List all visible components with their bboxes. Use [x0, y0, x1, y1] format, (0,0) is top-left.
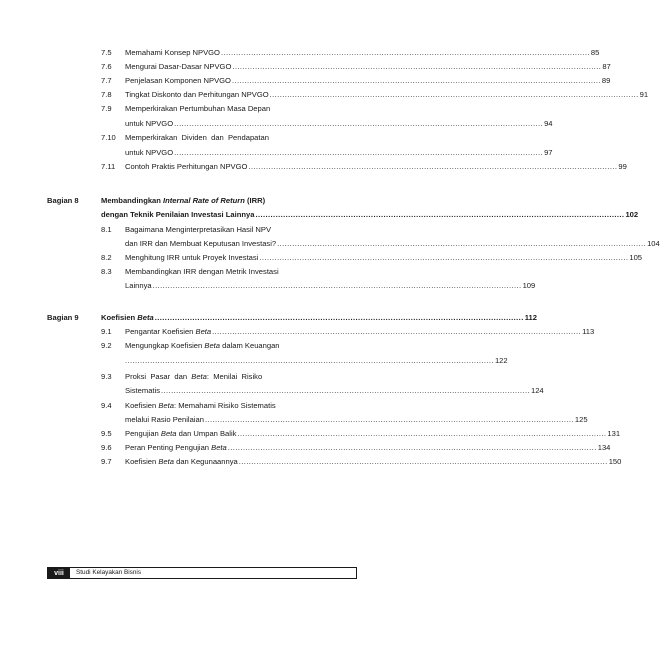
dot-leader: ................................................................................................................................................... — [174, 148, 544, 157]
entry-number: 9.3 — [101, 372, 112, 381]
entry-number: 8.3 — [101, 267, 112, 276]
dot-leader: ................................................................................................................................................... — [154, 313, 524, 322]
entry-title-italic: Beta — [191, 372, 207, 381]
entry-number: 9.5 — [101, 429, 112, 438]
entry-page: 150 — [608, 457, 622, 466]
entry-title: untuk NPVGO — [125, 119, 174, 128]
entry-title: Pengantar Koefisien — [125, 327, 196, 336]
toc-entry — [101, 225, 357, 235]
dot-leader: ................................................................................................................................................... — [174, 119, 544, 128]
toc-entry — [101, 443, 611, 453]
entry-number: 7.9 — [101, 104, 112, 113]
dot-leader: ................................................................................................................................................... — [204, 415, 574, 424]
entry-number: 9.4 — [101, 401, 112, 410]
dot-leader: ................................................................................................................................................... — [231, 76, 601, 85]
entry-page: 131 — [607, 429, 621, 438]
dot-leader: ................................................................................................................................................... — [161, 386, 530, 395]
entry-page: 97 — [544, 148, 553, 157]
entry-page: 94 — [544, 119, 553, 128]
toc-entry-continuation — [125, 386, 544, 396]
entry-title-italic: Beta — [158, 401, 174, 410]
entry-title: Koefisien — [125, 457, 159, 466]
footer-page-number: viii — [48, 568, 70, 578]
entry-title: Tingkat Diskonto dan Perhitungan NPVGO — [125, 90, 269, 99]
entry-page: 91 — [639, 90, 649, 99]
toc-entry — [101, 133, 357, 143]
entry-page: 134 — [597, 443, 611, 452]
entry-title: : Memahami Risiko Sistematis — [173, 401, 276, 410]
entry-title: dan IRR dan Membuat Keputusan Investasi? — [125, 239, 277, 248]
entry-number: 9.2 — [101, 341, 112, 350]
entry-title: : Menilai Risiko — [206, 372, 263, 381]
entry-title: Proksi Pasar dan — [125, 372, 192, 381]
entry-number: 9.6 — [101, 443, 112, 452]
part-title-text: dengan Teknik Penilaian Investasi Lainnya — [101, 210, 255, 219]
entry-number: 7.5 — [101, 48, 112, 57]
part-label: Bagian 9 — [47, 313, 79, 322]
dot-leader: ................................................................................................................................................... — [220, 48, 590, 57]
part-page: 112 — [524, 313, 537, 322]
entry-page: 124 — [530, 386, 544, 395]
entry-title: untuk NPVGO — [125, 148, 174, 157]
entry-title: Mengurai Dasar-Dasar NPVGO — [125, 62, 232, 71]
dot-leader: ................................................................................................................................................... — [152, 281, 522, 290]
part-title-text: Membandingkan — [101, 196, 164, 205]
part-title-italic: Beta — [137, 313, 154, 322]
toc-entry-continuation — [125, 281, 536, 291]
part-title — [101, 313, 537, 323]
entry-number: 7.8 — [101, 90, 112, 99]
entry-title: Memperkirakan Dividen dan Pendapatan — [125, 133, 269, 142]
entry-number: 7.7 — [101, 76, 112, 85]
dot-leader: ................................................................................................................................................... — [255, 210, 625, 219]
dot-leader: ................................................................................................................................................... — [237, 429, 607, 438]
dot-leader: ................................................................................................................................................... — [269, 90, 639, 99]
toc-entry-continuation — [125, 415, 588, 425]
entry-number: 9.1 — [101, 327, 112, 336]
part-title-text: (IRR) — [244, 196, 266, 205]
entry-title: Contoh Praktis Perhitungan NPVGO — [125, 162, 248, 171]
dot-leader: ................................................................................................................................................... — [125, 356, 494, 365]
dot-leader: ................................................................................................................................................... — [238, 457, 608, 466]
entry-title: Pengujian — [125, 429, 161, 438]
dot-leader: ................................................................................................................................................... — [227, 443, 597, 452]
part-title-italic: Internal Rate of Return — [163, 196, 245, 205]
entry-page: 105 — [629, 253, 643, 262]
toc-entry — [101, 341, 357, 351]
entry-title: Koefisien — [125, 401, 159, 410]
entry-title: dalam Keuangan — [220, 341, 280, 350]
part-page: 102 — [625, 210, 639, 219]
entry-number: 8.1 — [101, 225, 112, 234]
dot-leader: ................................................................................................................................................... — [277, 239, 647, 248]
toc-entry-continuation — [125, 148, 553, 158]
entry-page: 125 — [574, 415, 588, 424]
dot-leader: ................................................................................................................................................... — [248, 162, 618, 171]
dot-leader: ................................................................................................................................................... — [259, 253, 629, 262]
toc-entry — [101, 253, 643, 263]
entry-title-italic: Beta — [195, 327, 212, 336]
toc-entry — [101, 90, 649, 100]
toc-entry-continuation — [125, 119, 553, 129]
entry-title: dan Kegunaannya — [173, 457, 238, 466]
entry-page: 87 — [602, 62, 611, 71]
entry-page: 99 — [618, 162, 627, 171]
toc-entry — [101, 267, 357, 277]
entry-number: 7.11 — [101, 162, 116, 171]
page-footer — [47, 567, 357, 579]
entry-title: Lainnya — [125, 281, 152, 290]
entry-number: 8.2 — [101, 253, 112, 262]
entry-page: 109 — [522, 281, 536, 290]
dot-leader: ................................................................................................................................................... — [232, 62, 602, 71]
toc-entry — [101, 429, 621, 439]
toc-entry — [101, 104, 357, 114]
toc-entry — [101, 372, 357, 382]
entry-title: Memperkirakan Pertumbuhan Masa Depan — [125, 104, 271, 113]
part-title — [101, 196, 357, 206]
entry-title-italic: Beta — [160, 429, 177, 438]
entry-title: Penjelasan Komponen NPVGO — [125, 76, 231, 85]
entry-number: 9.7 — [101, 457, 112, 466]
entry-title: dan Umpan Balik — [176, 429, 237, 438]
toc-entry — [101, 401, 357, 411]
toc-entry-continuation — [125, 356, 508, 366]
toc-entry — [101, 62, 611, 72]
entry-page: 85 — [590, 48, 600, 57]
entry-number: 7.10 — [101, 133, 116, 142]
toc-entry — [101, 162, 627, 172]
entry-page: 113 — [582, 327, 595, 336]
part-label: Bagian 8 — [47, 196, 79, 205]
entry-title: Menghitung IRR untuk Proyek Investasi — [125, 253, 259, 262]
entry-title: Sistematis — [125, 386, 161, 395]
part-title-continuation — [101, 210, 639, 220]
entry-title: Memahami Konsep NPVGO — [125, 48, 220, 57]
entry-title: Membandingkan IRR dengan Metrik Investasi — [125, 267, 279, 276]
toc-entry-continuation — [125, 239, 660, 249]
part-title-text: Koefisien — [101, 313, 138, 322]
entry-page: 104 — [647, 239, 660, 248]
footer-book-title: Studi Kelayakan Bisnis — [76, 569, 142, 576]
toc-entry — [101, 48, 600, 58]
entry-title: melalui Rasio Penilaian — [125, 415, 204, 424]
toc-entry — [101, 457, 622, 467]
entry-title-italic: Beta — [158, 457, 174, 466]
toc-entry — [101, 327, 595, 337]
entry-page: 122 — [494, 356, 508, 365]
entry-page: 89 — [601, 76, 611, 85]
entry-number: 7.6 — [101, 62, 112, 71]
dot-leader: ................................................................................................................................................... — [212, 327, 582, 336]
toc-entry — [101, 76, 611, 86]
entry-title: Mengungkap Koefisien — [125, 341, 205, 350]
entry-title: Bagaimana Menginterpretasikan Hasil NPV — [125, 225, 272, 234]
entry-title-italic: Beta — [204, 341, 220, 350]
entry-title: Peran Penting Pengujian — [125, 443, 212, 452]
entry-title-italic: Beta — [211, 443, 227, 452]
